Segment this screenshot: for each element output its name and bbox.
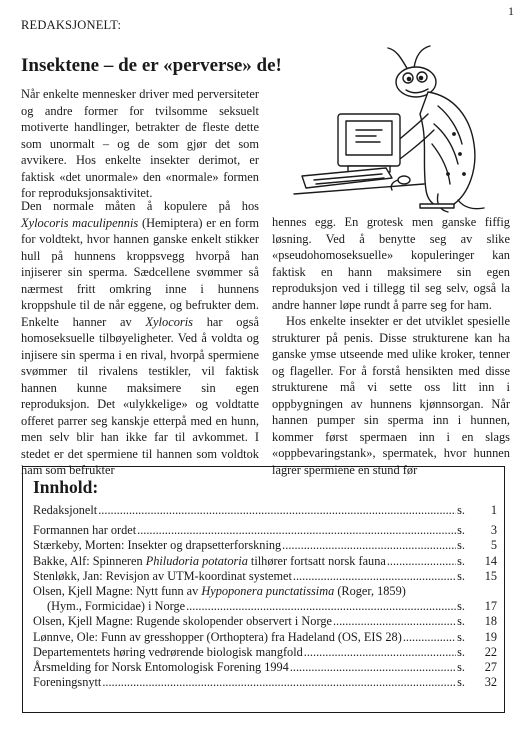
paragraph-penis-structures: Hos enkelte insekter er det utviklet spesielle strukturer på penis. Disse strukturene kan ha ganske ymse utseende med ulike kroker, tenner og flageller. For å forstå hensikten med disse strukturene må vi sette oss litt inn i oppbygningen av hunnens kjønnsorgan. Når hannen pumper sin sperma inn i hunnen, kommer først spermaen inn i en slags «oppbevaringstank», spermatek, hvor hunnen lagrer spermiene en stund før: [272, 314, 510, 477]
text-run: Bakke, Alf: Spinneren: [33, 553, 146, 568]
toc-entry-title: Olsen, Kjell Magne: Rugende skolopender observert i Norge: [33, 614, 332, 629]
toc-entry-title: Departementets høring vedrørende biologisk mangfold: [33, 644, 303, 659]
toc-entry[interactable]: [33, 523, 497, 538]
toc-entry-s: s.: [457, 553, 465, 568]
toc-entry-s: s.: [457, 523, 465, 538]
toc-entry[interactable]: [33, 569, 497, 584]
insect-computer-illustration: [288, 44, 508, 214]
article-column-1-intro: [21, 86, 259, 202]
toc-entry-page: 5: [490, 538, 497, 553]
toc-entry-s: s.: [457, 629, 465, 644]
toc-entry[interactable]: [33, 675, 497, 690]
paragraph-xylocoris: [21, 198, 259, 479]
paragraph-intro: Når enkelte mennesker driver med perversiteter og andre former for tvilsomme seksuelt motiverte handlinger, betrakter de fleste dette som unormalt – og de som gjør det som avvikere. Hos enkelte insekter derimot, er faktisk «det unormale» den «normale» formen for reproduksjonsaktivitet.: [21, 87, 259, 200]
toc-entry-title: Foreningsnytt: [33, 675, 102, 690]
toc-entry-s: s.: [457, 503, 465, 517]
toc-list: [33, 503, 497, 690]
toc-entry-page: 14: [484, 553, 497, 568]
toc-entry-title-cont: (Hym., Formicidae) i Norge: [47, 599, 186, 614]
genus-name: Xylocoris: [145, 314, 193, 329]
toc-entry-page: 17: [484, 599, 497, 614]
species-name: Philudoria potatoria: [145, 553, 248, 568]
toc-entry-s: s.: [457, 538, 465, 553]
toc-heading: Innhold:: [33, 477, 99, 497]
toc-entry-s: s.: [457, 599, 465, 614]
species-name: Hypoponera punctatissima: [201, 584, 335, 599]
toc-entry-s: s.: [457, 614, 465, 629]
paragraph-continued: hennes egg. En grotesk men ganske fiffig løsning. Ved å benytte seg av slike «pseudohomoseksuelle» kopuleringer kan faktisk en hann maksimere sin egen reproduksjon ved i tillegg til seg selv, også la andre hanner løpe rundt å parre seg for ham.: [272, 215, 510, 312]
toc-entry-title: Årsmelding for Norsk Entomologisk Forening 1994: [33, 660, 289, 675]
toc-entry-s: s.: [457, 568, 465, 583]
toc-entry-s: s.: [457, 660, 465, 675]
toc-entry-title: [33, 584, 497, 599]
text-run: har også homoseksuelle tilbøyeligheter. Ved å voldta og injisere sin sperma i en rival, hvorpå spermiene svømmer til rivalens testikler, vil faktisk hannen kunne maksimere sin egen reproduksjon. Det «ulykkelige» og voldtatte offeret parrer seg kanskje etterpå med en hunn, men selv blir han ikke far til avkommet. I stedet er det spermiene til hannen som voldtok ham som befrukter: [21, 314, 260, 477]
dot-leader: [293, 569, 456, 584]
dot-leader: [304, 645, 456, 660]
article-column-1: [21, 198, 259, 479]
text-run: Den normale måten å kopulere på hos: [21, 199, 259, 213]
toc-entry[interactable]: [33, 614, 497, 629]
toc-entry-page: 15: [484, 568, 497, 583]
toc-entry[interactable]: [33, 554, 497, 569]
toc-entry-title: Stærkeby, Morten: Insekter og drapsetterforskning: [33, 538, 282, 553]
toc-entry-page: 22: [484, 644, 497, 659]
toc-entry-page: 27: [484, 660, 497, 675]
toc-entry-page: 18: [484, 614, 497, 629]
toc-entry-page: 3: [490, 523, 497, 538]
dot-leader: [98, 503, 456, 518]
toc-entry[interactable]: [33, 645, 497, 660]
toc-entry-page: 32: [484, 675, 497, 690]
toc-entry[interactable]: [33, 660, 497, 675]
dot-leader: [137, 523, 456, 538]
text-run: Olsen, Kjell Magne: Nytt funn av: [33, 584, 202, 599]
toc-entry[interactable]: [33, 538, 497, 553]
dot-leader: [290, 660, 456, 675]
toc-entry-title: Stenløkk, Jan: Revisjon av UTM-koordinat systemet: [33, 568, 292, 583]
toc-entry-continuation: [33, 599, 497, 614]
dot-leader: [387, 554, 456, 569]
toc-entry-page: 19: [484, 629, 497, 644]
dot-leader: [282, 538, 456, 553]
article-title: Insektene – de er «perverse» de!: [21, 55, 282, 76]
toc-entry-s: s.: [457, 644, 465, 659]
dot-leader: [186, 599, 456, 614]
text-run: tilhører fortsatt norsk fauna: [247, 553, 386, 568]
toc-entry-title: [33, 554, 386, 569]
species-name: Xylocoris maculipennis: [21, 215, 139, 230]
text-run: (Hemiptera) er en form for voldtekt, hvor hannen ganske enkelt stikker hull på hunnens kroppsvegg hvorpå han injiserer sin sperma. Sædcellene svømmer så nærmest fritt omkring inne i hunnens kroppshule til de når eggene, og befrukter dem. Enkelte hanner av: [21, 215, 259, 329]
toc-entry[interactable]: [33, 503, 497, 518]
dot-leader: [102, 675, 456, 690]
toc-entry-title: Formannen har ordet: [33, 523, 137, 538]
toc-entry-title: Lønnve, Ole: Funn av gresshopper (Orthoptera) fra Hadeland (OS, EIS 28): [33, 629, 402, 644]
dot-leader: [333, 614, 456, 629]
toc-entry-multiline[interactable]: [33, 584, 497, 614]
toc-entry-title: Redaksjonelt: [33, 503, 98, 517]
dot-leader: [403, 630, 456, 645]
toc-entry-s: s.: [457, 675, 465, 690]
section-label: REDAKSJONELT:: [21, 18, 122, 32]
table-of-contents: [22, 466, 505, 713]
toc-entry-page: 1: [490, 503, 497, 517]
text-run: (Roger, 1859): [334, 584, 406, 599]
page-number: 1: [508, 4, 514, 18]
article-column-2: [272, 214, 510, 478]
toc-entry[interactable]: [33, 630, 497, 645]
